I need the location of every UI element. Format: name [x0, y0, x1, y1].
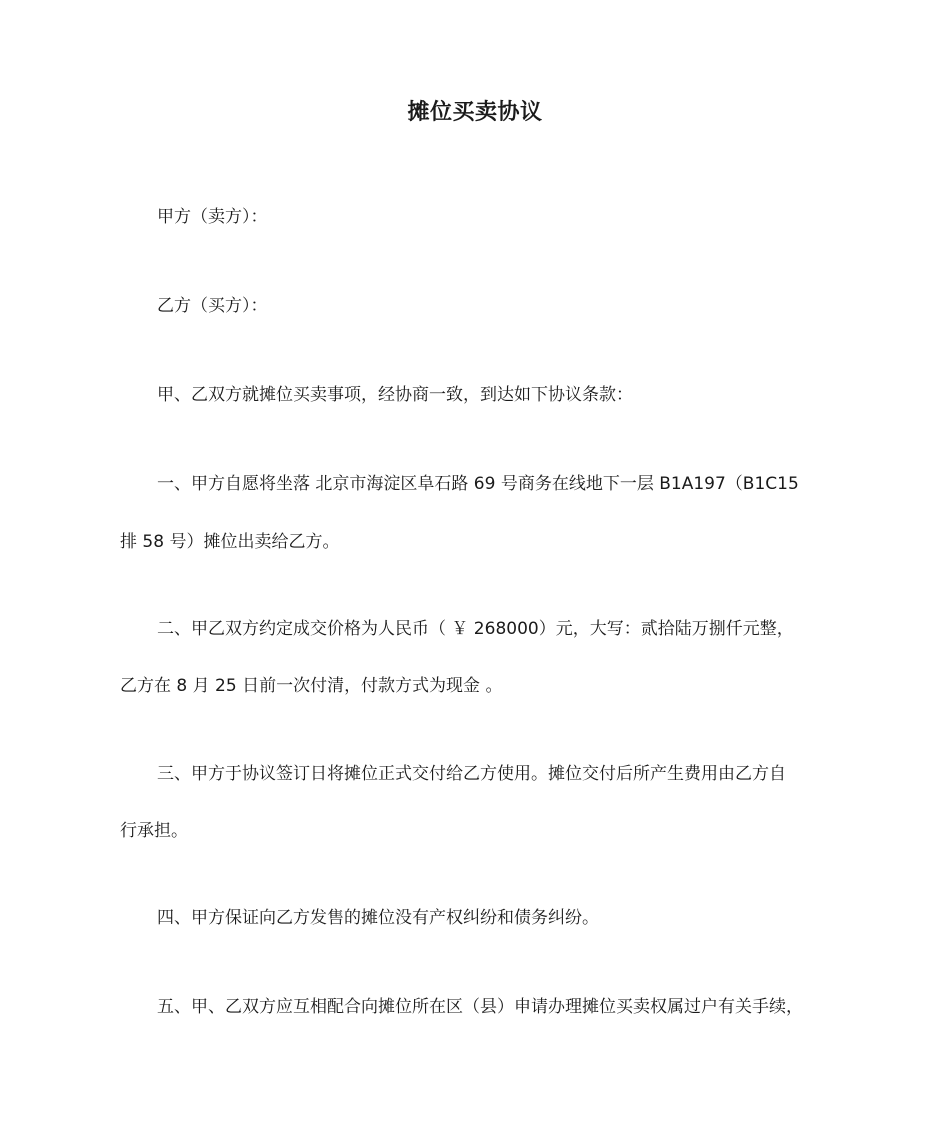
clause-3-line-2: 行承担。	[120, 821, 188, 841]
clause-1-line-2: 排 58 号）摊位出卖给乙方。	[120, 532, 340, 552]
party-a-line: 甲方（卖方）：	[157, 207, 268, 227]
clause-2-line-1: 二、甲乙双方约定成交价格为人民币（ ￥ 268000）元，大写：贰拾陆万捌仟元整，	[157, 619, 794, 639]
intro-paragraph: 甲、乙双方就摊位买卖事项，经协商一致，到达如下协议条款：	[157, 385, 633, 405]
clause-4-line-1: 四、甲方保证向乙方发售的摊位没有产权纠纷和债务纠纷。	[157, 908, 599, 928]
clause-5-line-1: 五、甲、乙双方应互相配合向摊位所在区（县）申请办理摊位买卖权属过户有关手续，	[157, 997, 803, 1017]
party-b-line: 乙方（买方）：	[157, 296, 268, 316]
clause-2-line-2: 乙方在 8 月 25 日前一次付清，付款方式为现金 。	[120, 676, 503, 696]
clause-3-line-1: 三、甲方于协议签订日将摊位正式交付给乙方使用。摊位交付后所产生费用由乙方自	[157, 764, 786, 784]
clause-1-line-1: 一、甲方自愿将坐落 北京市海淀区阜石路 69 号商务在线地下一层 B1A197（B1C15	[157, 474, 799, 494]
document-title: 摊位买卖协议	[407, 100, 543, 125]
